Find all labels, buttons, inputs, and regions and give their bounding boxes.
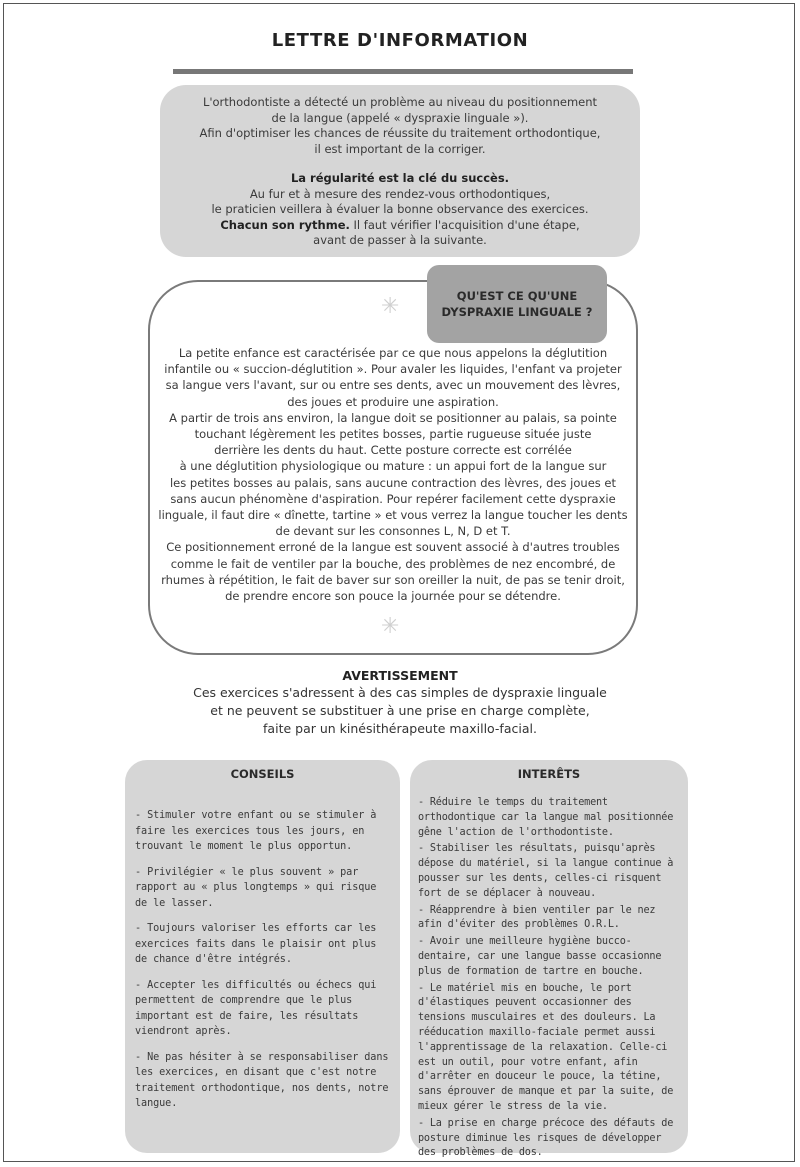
dyspraxie-line: touchant légèrement les petites bosses, partie rugueuse située juste <box>194 427 592 442</box>
list-item: - Toujours valoriser les efforts car les exercices faits dans le plaisir ont plus de chance d'être intégrés. <box>135 923 377 965</box>
page-title: LETTRE D'INFORMATION <box>271 30 529 51</box>
list-item: - Privilégier « le plus souvent » par rapport au « plus longtemps » qui risque de le lasser. <box>135 866 377 909</box>
dyspraxie-line: des joues et produire une aspiration. <box>287 394 499 409</box>
dyspraxie-heading: QU'EST CE QU'UNE DYSPRAXIE LINGUALE ? <box>427 265 607 343</box>
dyspraxie-line: La petite enfance est caractérisée par ce que nous appelons la déglutition <box>178 346 608 360</box>
dyspraxie-line: à une déglutition physiologique ou mature : un appui fort de la langue sur <box>179 459 607 474</box>
warning-line: Ces exercices s'adressent à des cas simples de dyspraxie linguale <box>193 685 607 700</box>
dyspraxie-line: de prendre encore son pouce la journée pour se détendre. <box>225 589 561 604</box>
list-item: - Réduire le temps du traitement orthodontique car la langue mal positionnée gêne l'action de l'orthodontiste. <box>418 797 674 838</box>
dyspraxie-line: linguale, il faut dire « dînette, tartine » et vous verrez la langue toucher les dents <box>158 508 628 523</box>
intro-line: avant de passer à la suivante. <box>313 233 487 247</box>
intro-line: Au fur et à mesure des rendez-vous orthodontiques, <box>249 186 551 201</box>
warning-line: faite par un kinésithérapeute maxillo-facial. <box>263 721 537 736</box>
dyspraxie-line: Ce positionnement erroné de la langue est souvent associé à d'autres troubles <box>166 540 620 555</box>
warning-line: et ne peuvent se substituer à une prise en charge complète, <box>210 703 590 718</box>
interets-panel <box>410 760 688 1159</box>
conseils-list <box>135 808 392 1122</box>
dyspraxie-line: comme le fait de ventiler par la bouche, des problèmes de nez encombré, de <box>170 556 616 571</box>
interets-title: INTERÊTS <box>517 767 581 781</box>
dyspraxie-line: infantile ou « succion-déglutition ». Pour avaler les liquides, l'enfant va projeter <box>164 362 622 377</box>
intro-line: le praticien veillera à évaluer la bonne observance des exercices. <box>211 202 589 216</box>
intro-box <box>160 85 640 257</box>
intro-line: il est important de la corriger. <box>314 141 486 156</box>
list-item: - Accepter les difficultés ou échecs qui permettent de comprendre que le plus important est de faire, les résultats viendront après. <box>135 979 377 1037</box>
title-underline <box>173 69 633 74</box>
list-item: - Ne pas hésiter à se responsabiliser dans les exercices, en disant que c'est notre traitement orthodontique, nos dents, notre langue. <box>135 1051 389 1109</box>
list-item: - Réapprendre à bien ventiler par le nez afin d'éviter des problèmes O.R.L. <box>418 904 656 931</box>
dyspraxie-line: les petites bosses au palais, sans aucune contraction des lèvres, des joues et <box>169 475 617 490</box>
list-item: - Stabiliser les résultats, puisqu'après dépose du matériel, si la langue continue à pousser sur les dents, celles-ci risquent fort de se déplacer à nouveau. <box>418 843 674 899</box>
dyspraxie-text <box>158 345 628 604</box>
dyspraxie-line: rhumes à répétition, le fait de baver sur son oreiller la nuit, de pas se tenir droit, <box>161 572 625 587</box>
intro-line: Afin d'optimiser les chances de réussite du traitement orthodontique, <box>199 126 601 140</box>
dyspraxie-line: sans aucun phénomène d'aspiration. Pour repérer facilement cette dyspraxie <box>170 491 616 506</box>
dyspraxie-line: de devant sur les consonnes L, N, D et T. <box>275 524 511 539</box>
list-item: - Avoir une meilleure hygiène bucco-dentaire, car une langue basse occasionne plus de formation de tartre en bouche. <box>418 936 662 977</box>
dyspraxie-line: sa langue vers l'avant, sur ou entre ses dents, avec un mouvement des lèvres, <box>165 378 621 393</box>
dyspraxie-line: derrière les dents du haut. Cette posture correcte est corrélée <box>214 443 572 458</box>
list-item: - Stimuler votre enfant ou se stimuler à faire les exercices tous les jours, en trouvant le moment le plus opportun. <box>135 810 377 852</box>
intro-line: de la langue (appelé « dyspraxie linguale »). <box>271 110 529 125</box>
intro-rythme-line <box>180 218 620 234</box>
list-item: - La prise en charge précoce des défauts de posture diminue les risques de développer des problèmes de dos. <box>418 1117 674 1159</box>
intro-rythme-bold: Chacun son rythme. <box>220 217 350 232</box>
intro-bold-heading: La régularité est la clé du succès. <box>290 171 510 185</box>
dyspraxie-line: A partir de trois ans environ, la langue doit se positionner au palais, sa pointe <box>169 410 617 425</box>
list-item: - Le matériel mis en bouche, le port d'élastiques peuvent occasionner des tensions musculaires et des douleurs. La rééducation maxillo-faciale permet aussi l'apprentissage de la relaxation. Celle-ci est un outil, pour votre enfant, afin d'arrêter en douceur le pouce, la tétine, sans éprouver de manque et par la suite, de mieux gérer le stress de la vie. <box>418 982 674 1112</box>
interets-list <box>418 796 684 1163</box>
warning-title: AVERTISSEMENT <box>342 668 458 683</box>
intro-rythme-rest: Il faut vérifier l'acquisition d'une étape, <box>349 217 580 232</box>
sparkle-icon: ✳ <box>381 614 400 639</box>
conseils-title: CONSEILS <box>230 767 295 781</box>
sparkle-icon: ✳ <box>381 294 400 319</box>
intro-line: L'orthodontiste a détecté un problème au niveau du positionnement <box>202 95 598 109</box>
warning-text <box>0 684 800 738</box>
conseils-panel <box>125 760 400 1153</box>
